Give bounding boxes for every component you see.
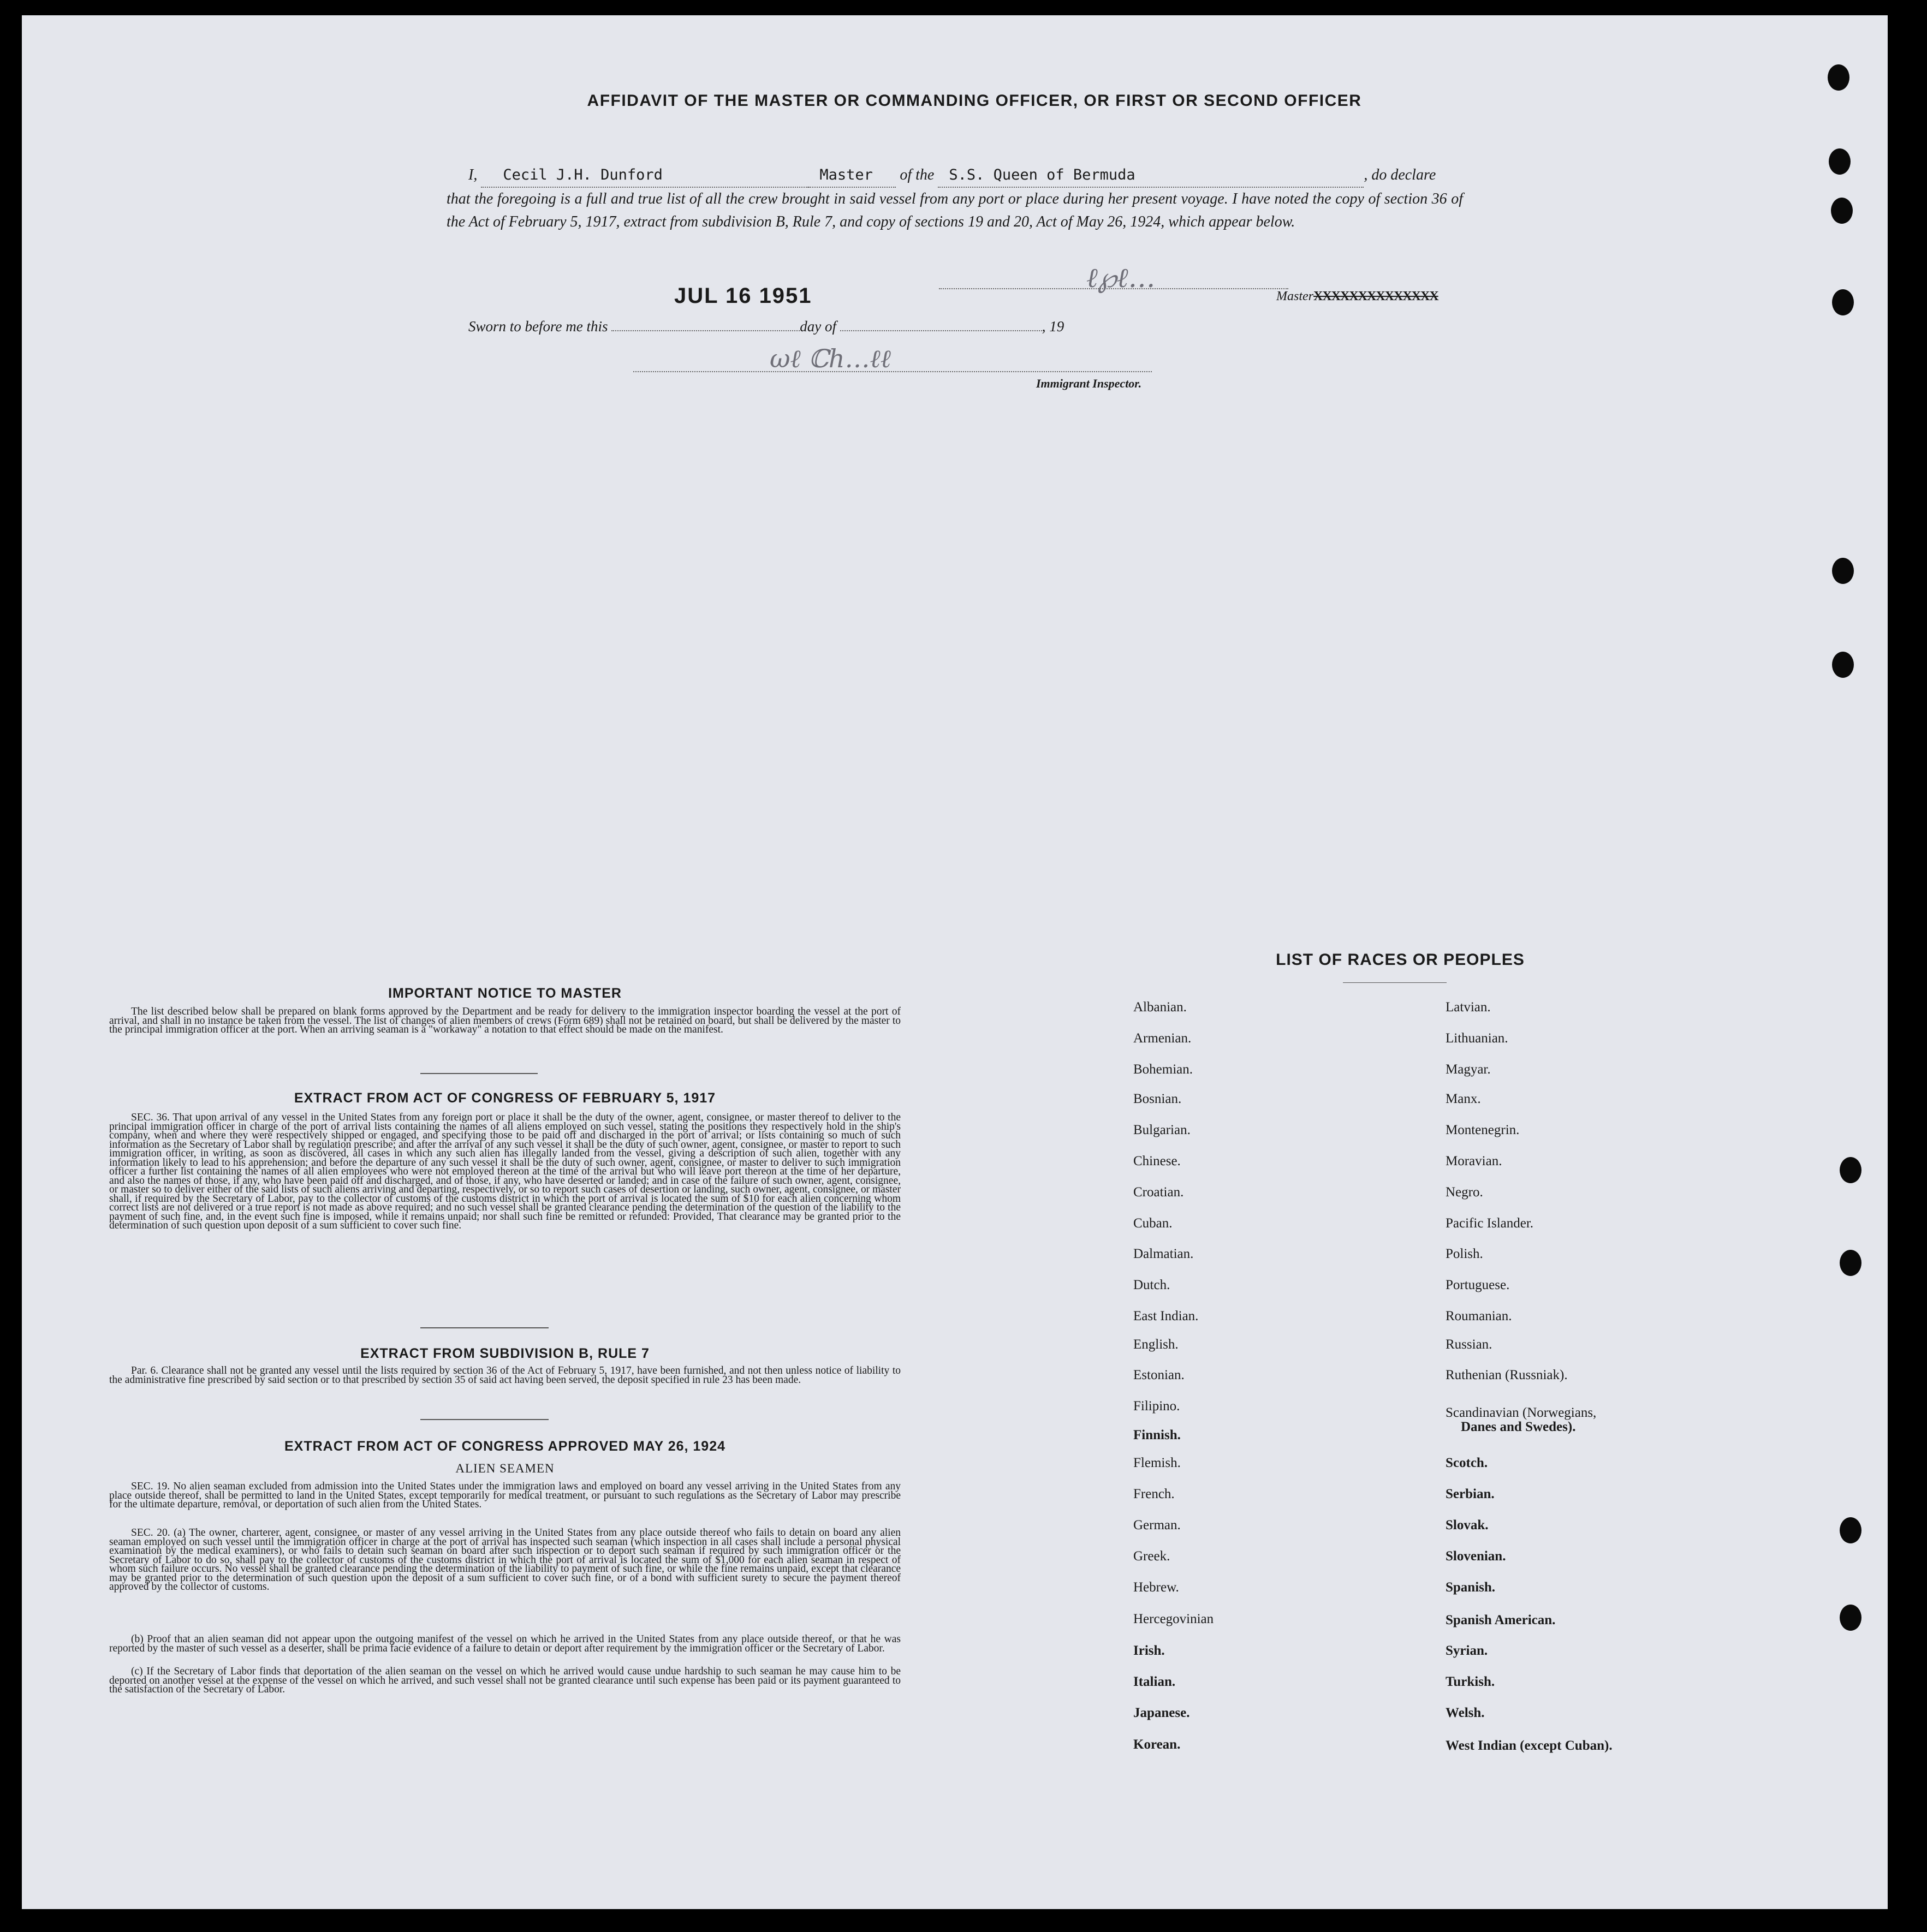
race-item: Manx. [1446,1092,1481,1106]
race-item: Filipino. [1133,1399,1180,1414]
race-item: Turkish. [1446,1674,1495,1689]
notice-text: The list described below shall be prepared on blank forms approved by the Department and be ready for delivery to the immigration inspector boarding the vessel at the port of arrival, and shall in no instance be taken from the vessel. The list of changes of alien members of crews (Form 689) shall not be retained on board, but shall be delivered by the master to the principal immigration officer at the port. When an arriving seaman is a "workaway" a notation to that effect should be made on the manifest. [109,1006,901,1035]
race-item: East Indian. [1133,1309,1199,1323]
race-item: Roumanian. [1446,1309,1512,1323]
race-item: Negro. [1446,1185,1483,1200]
officer-name-field: Cecil J.H. Dunford [481,164,808,188]
sworn-label: Sworn to before me this [468,318,608,335]
officer-rank-field: Master [808,164,896,188]
race-item: Portuguese. [1446,1278,1510,1292]
extract-1917-text: SEC. 36. That upon arrival of any vessel in the United States from any foreign port or place it shall be the duty of the owner, agent, consignee, or master thereof to deliver to the principal immigration officer in charge of the port of arrival lists containing the names of all aliens employed on such vessel, stating the positions they respectively hold in the ship's company, when and where they were respectively shipped or engaged, and specifying those to be paid off and discharged in the port of arrival; or lists containing so much of such information as the Secretary of Labor shall by regulation prescribe; and after the arrival of any such vessel it shall be the duty of such owner, agent, consignee, or master to report to such immigration officer, in writing, as soon as discovered, all cases in which any such alien has illegally landed from the vessel, giving a description of such alien, together with any information likely to lead to his apprehension; and before the departure of any such vessel it shall be the duty of such owner, agent, consignee, or master to deliver to such immigration officer a further list containing the names of all alien employees who were not employed thereon at the time of the arrival but who will leave port thereon at the time of her departure, and also the names of those, if any, who have been paid off and discharged, and of those, if any, who have deserted or landed; and in case of the failure of such owner, agent, consignee, or master so to deliver either of the said lists of such aliens arriving and departing, respectively, or so to report such cases of desertion or landing, such owner, agent, consignee, or master shall, if required by the Secretary of Labor, pay to the collector of customs of the customs district in which the port of arrival is located the sum of $10 for each alien concerning whom correct lists are not delivered or a true report is not made as above required; and no such vessel shall be granted clearance pending the determination of the question of the liability to the payment of such fine, and, in the event such fine is imposed, while it remains unpaid; nor shall such fine be remitted or refunded: Provided, That clearance may be granted prior to the determination of such question upon deposit of a sum sufficient to cover such fine. [109,1112,901,1231]
race-item: Spanish. [1446,1580,1496,1595]
alien-seamen-subtitle: ALIEN SEAMEN [455,1462,555,1475]
race-item: Serbian. [1446,1487,1495,1501]
inspector-handwritten-signature: ωℓ ℂℎ…ℓℓ [770,344,891,373]
race-item: West Indian (except Cuban). [1446,1738,1613,1753]
extract-rule7-text: Par. 6. Clearance shall not be granted any vessel until the lists required by section 36 of the Act of February 5, 1917, have been furnished, and not then unless notice of liability to the administrative fine prescribed by said section or to that prescribed by section 35 of said act having been served, the deposit specified in rule 23 has been made. [109,1365,901,1386]
punch-hole [1828,64,1849,91]
race-item: Croatian. [1133,1185,1184,1200]
extract-1924-title: EXTRACT FROM ACT OF CONGRESS APPROVED MAY 26, 1924 [284,1439,726,1454]
divider [420,1073,538,1074]
race-item: Magyar. [1446,1062,1491,1077]
punch-hole [1832,289,1854,315]
master-strikeout-text: XXXXXXXXXXXXXX [1313,289,1438,303]
extract-1924-sec19: SEC. 19. No alien seaman excluded from admission into the United States under the immigration laws and employed on board any vessel arriving in the United States from any place outside thereof, shall be permitted to land in the United States, except temporarily for medical treatment, or pursuant to such regulations as the Secretary of Labor may prescribe for the ultimate departure, removal, or deportation of such alien from the United States. [109,1481,901,1510]
race-item: Korean. [1133,1737,1181,1752]
race-item: Dutch. [1133,1278,1170,1292]
race-item: Slovak. [1446,1518,1489,1533]
race-item: Ruthenian (Russniak). [1446,1368,1568,1382]
race-item: Chinese. [1133,1154,1181,1168]
punch-hole [1831,198,1853,224]
divider [1343,982,1447,983]
do-declare-label: , do declare [1364,166,1436,183]
extract-1924-sec20c: (c) If the Secretary of Labor finds that deportation of the alien seaman on the vessel on which he arrived would cause undue hardship to such seaman he may cause him to be deported on another vessel at the expense of the vessel on which he arrived, and such vessel shall not be granted clearance until such expense has been paid or its payment guaranteed to the satisfaction of the Secretary of Labor. [109,1666,901,1695]
punch-hole [1840,1250,1861,1276]
day-of-label: day of [800,318,836,335]
race-item: Danes and Swedes). [1461,1420,1576,1434]
race-item: English. [1133,1337,1179,1352]
sworn-line [468,318,1064,335]
punch-hole [1832,652,1854,678]
race-item: Welsh. [1446,1706,1485,1720]
affidavit-title: AFFIDAVIT OF THE MASTER OR COMMANDING OFFICER, OR FIRST OR SECOND OFFICER [587,92,1362,110]
divider [420,1327,549,1328]
race-item: Cuban. [1133,1216,1173,1231]
of-the-label: of the [900,166,935,183]
race-item: Dalmatian. [1133,1247,1194,1261]
punch-hole [1840,1605,1861,1631]
declaration-body: that the foregoing is a full and true list of all the crew brought in said vessel from any port or place during her present voyage. I have noted the copy of section 36 of the Act of February 5, 1917, extract from subdivision B, Rule 7, and copy of sections 19 and 20, Act of May 26, 1924, which appear below. [447,190,1463,230]
inspector-signature-line [633,371,1152,372]
extract-rule7-title: EXTRACT FROM SUBDIVISION B, RULE 7 [360,1346,650,1361]
punch-hole [1840,1157,1861,1183]
punch-hole [1832,558,1854,584]
race-item: Albanian. [1133,1000,1187,1015]
race-item: Scandinavian (Norwegians, [1446,1405,1597,1420]
document-page [22,15,1888,1909]
inspector-label: Immigrant Inspector. [1036,377,1142,390]
divider [420,1419,549,1420]
race-item: Pacific Islander. [1446,1216,1534,1231]
punch-hole [1840,1517,1861,1543]
declaration-block [447,164,1463,234]
race-item: Montenegrin. [1446,1123,1520,1137]
race-item: Bohemian. [1133,1062,1193,1077]
extract-1917-title: EXTRACT FROM ACT OF CONGRESS OF FEBRUARY 5, 1917 [294,1090,716,1106]
race-item: Hebrew. [1133,1580,1179,1595]
race-item: Latvian. [1446,1000,1491,1015]
races-title: LIST OF RACES OR PEOPLES [1276,951,1525,969]
i-label: I, [468,166,478,183]
extract-1924-sec20a: SEC. 20. (a) The owner, charterer, agent, consignee, or master of any vessel arriving in the United States from any place outside thereof who fails to detain on board any alien seaman employed on such vessel until the immigration officer in charge at the port of arrival has inspected such seaman (which inspection in all cases shall include a personal physical examination by the medical examiners), or who fails to detain such seaman on board after such inspection or to deport such seaman if required by such immigration officer or the Secretary of Labor to do so, shall pay to the collector of customs of the customs district in which the port of arrival is located the sum of $1,000 for each alien seaman in respect of whom such failure occurs. No vessel shall be granted clearance pending the determination of the liability to payment of such fine, or while the fine remains unpaid, except that clearance may be granted prior to the determination of such question upon the deposit of a sum sufficient to cover such fine, or of a bond with sufficient surety to secure the payment thereof approved by the collector of customs. [109,1527,901,1593]
master-signature-label: MasterXXXXXXXXXXXXXX [1276,289,1438,303]
year-label: , 19 [1042,318,1064,335]
race-item: Slovenian. [1446,1549,1506,1564]
race-item: Syrian. [1446,1643,1488,1658]
race-item: Scotch. [1446,1456,1488,1470]
date-stamp: JUL 16 1951 [674,284,812,308]
punch-hole [1829,148,1851,175]
race-item: Irish. [1133,1643,1165,1658]
race-item: Italian. [1133,1674,1176,1689]
race-item: Flemish. [1133,1456,1181,1470]
race-item: French. [1133,1487,1175,1501]
race-item: Japanese. [1133,1706,1190,1720]
race-item: Estonian. [1133,1368,1185,1382]
race-item: Lithuanian. [1446,1031,1508,1046]
master-handwritten-signature: ℓ℘ℓ… [1086,262,1156,294]
declaration-line-1 [447,164,1463,188]
race-item: Russian. [1446,1337,1492,1352]
race-item: Polish. [1446,1247,1483,1261]
race-item: Bulgarian. [1133,1123,1191,1137]
race-item: German. [1133,1518,1181,1533]
extract-1924-sec20b: (b) Proof that an alien seaman did not appear upon the outgoing manifest of the vessel on which he arrived in the United States from any place outside thereof, or that he was reported by the master of such vessel as a deserter, shall be prima facie evidence of a failure to detain or deport after requirement by the immigration officer or the Secretary of Labor. [109,1633,901,1654]
race-item: Bosnian. [1133,1092,1182,1106]
race-item: Finnish. [1133,1428,1181,1442]
race-item: Moravian. [1446,1154,1502,1168]
race-item: Hercegovinian [1133,1612,1214,1626]
vessel-name-field: S.S. Queen of Bermuda [938,164,1364,188]
notice-title: IMPORTANT NOTICE TO MASTER [388,986,622,1001]
race-item: Spanish American. [1446,1613,1556,1627]
race-item: Greek. [1133,1549,1170,1564]
race-item: Armenian. [1133,1031,1192,1046]
